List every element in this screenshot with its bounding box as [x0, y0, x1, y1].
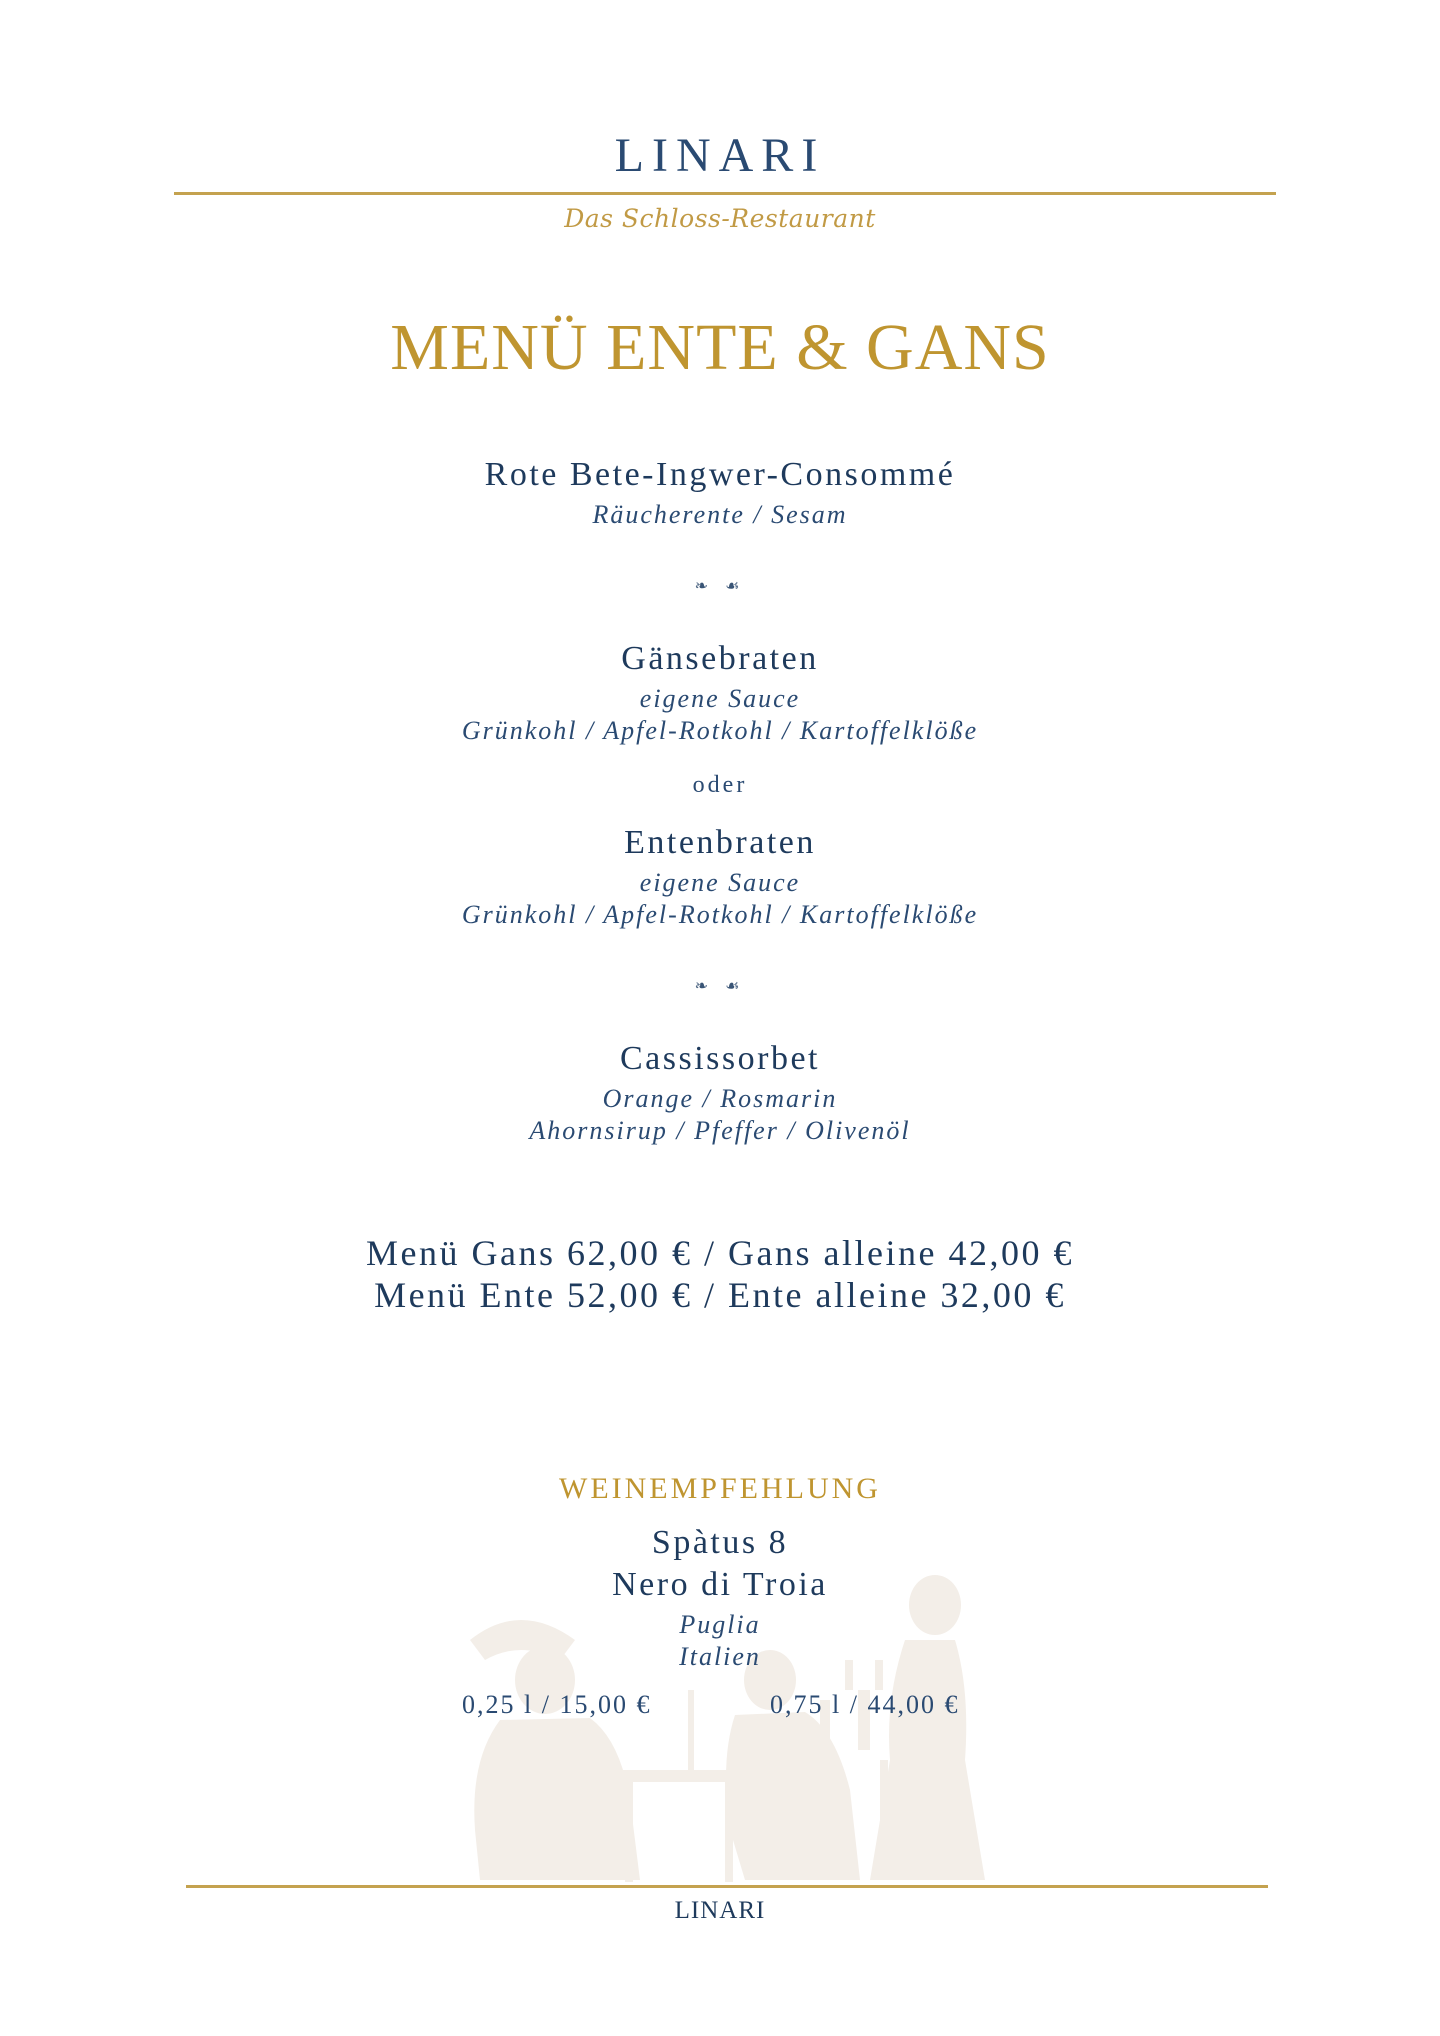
wine-country: Italien: [679, 1642, 761, 1671]
dessert-detail: Orange / Rosmarin: [602, 1084, 838, 1113]
main-duck-detail: eigene Sauce: [639, 868, 801, 897]
ornament-divider: ❧ ☙: [694, 976, 746, 995]
main-goose-detail: eigene Sauce: [639, 684, 801, 713]
or-label: oder: [692, 772, 748, 798]
wine-region: Puglia: [679, 1610, 761, 1639]
price-line-goose: Menü Gans 62,00 € / Gans alleine 42,00 €: [366, 1233, 1074, 1273]
starter-detail: Räucherente / Sesam: [592, 500, 848, 529]
starter-name: Rote Bete-Ingwer-Consommé: [484, 456, 956, 493]
wine-price-bottle: 0,75 l / 44,00 €: [770, 1690, 960, 1719]
main-duck-name: Entenbraten: [624, 824, 816, 861]
wine-price-glass: 0,25 l / 15,00 €: [462, 1690, 652, 1719]
footer-brand: LINARI: [674, 1897, 766, 1924]
wine-grape: Nero di Troia: [612, 1566, 828, 1603]
main-duck-sides: Grünkohl / Apfel-Rotkohl / Kartoffelklöße: [461, 900, 979, 929]
ornament-divider: ❧ ☙: [694, 576, 746, 595]
restaurant-subtitle: Das Schloss-Restaurant: [564, 204, 876, 233]
wine-heading: WEINEMPFEHLUNG: [559, 1472, 881, 1505]
main-goose-name: Gänsebraten: [621, 640, 819, 677]
dessert-name: Cassissorbet: [620, 1040, 820, 1077]
menu-title: MENÜ ENTE & GANS: [390, 311, 1050, 384]
footer-divider: [186, 1885, 1268, 1888]
dessert-extras: Ahornsirup / Pfeffer / Olivenöl: [529, 1116, 911, 1145]
header-divider: [174, 192, 1276, 195]
wine-name: Spàtus 8: [651, 1524, 789, 1561]
main-goose-sides: Grünkohl / Apfel-Rotkohl / Kartoffelklöße: [461, 716, 979, 745]
price-line-duck: Menü Ente 52,00 € / Ente alleine 32,00 €: [374, 1275, 1066, 1315]
restaurant-name: LINARI: [614, 129, 826, 182]
